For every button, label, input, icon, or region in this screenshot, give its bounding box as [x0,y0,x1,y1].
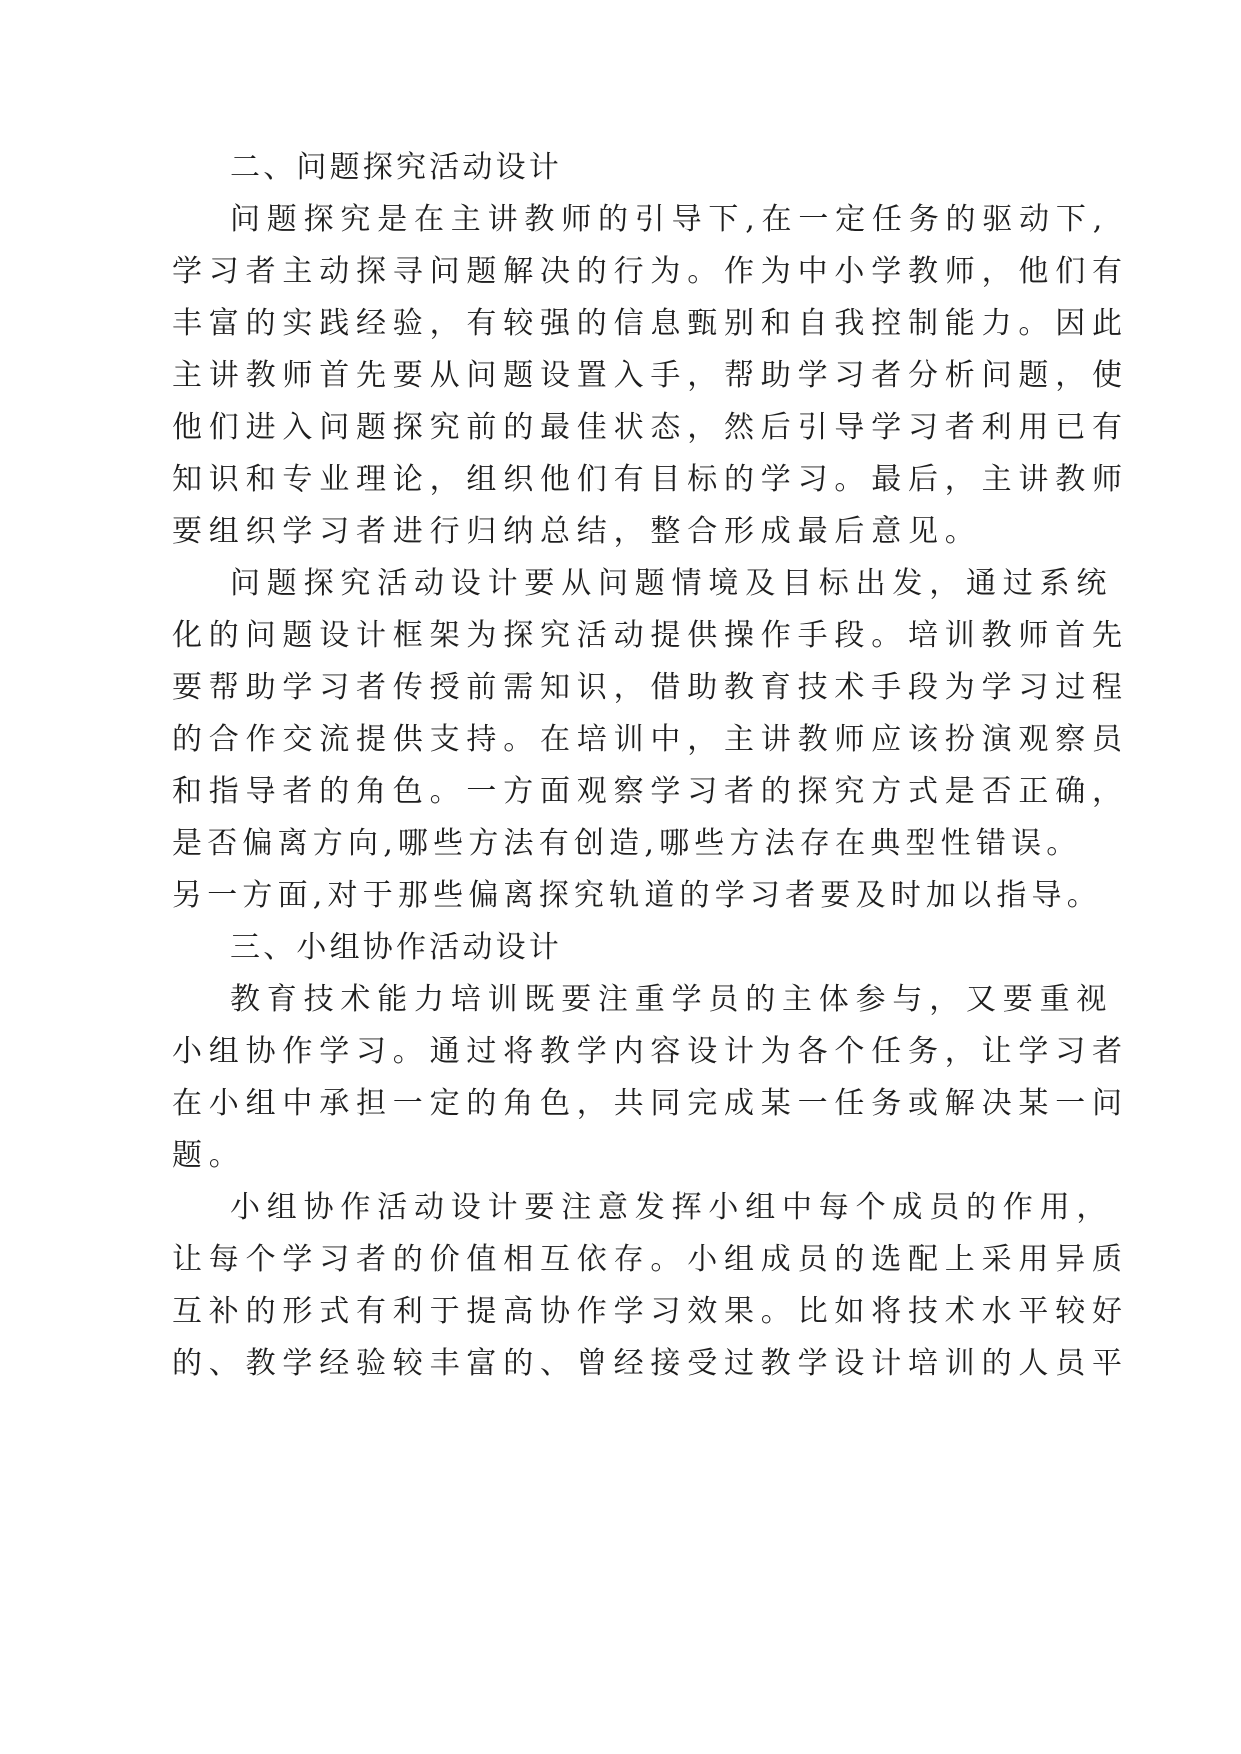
paragraph-line: 要组织学习者进行归纳总结，整合形成最后意见。 [172,514,982,549]
paragraph-line: 的、教学经验较丰富的、曾经接受过教学设计培训的人员平 [172,1346,1129,1381]
paragraph-line: 让每个学习者的价值相互依存。小组成员的选配上采用异质 [172,1242,1129,1277]
section-heading: 二、问题探究活动设计 [230,150,562,185]
paragraph-line: 题。 [172,1138,246,1173]
paragraph-line: 主讲教师首先要从问题设置入手，帮助学习者分析问题，使 [172,358,1129,393]
paragraph-line: 另一方面,对于那些偏离探究轨道的学习者要及时加以指导。 [172,878,1102,913]
paragraph-line: 和指导者的角色。一方面观察学习者的探究方式是否正确， [172,774,1129,809]
paragraph-line: 互补的形式有利于提高协作学习效果。比如将技术水平较好 [172,1294,1129,1329]
paragraph-line: 在小组中承担一定的角色，共同完成某一任务或解决某一问 [172,1086,1129,1121]
paragraph-line: 他们进入问题探究前的最佳状态，然后引导学习者利用已有 [172,410,1129,445]
paragraph-line: 小组协作学习。通过将教学内容设计为各个任务，让学习者 [172,1034,1129,1069]
paragraph-line: 知识和专业理论，组织他们有目标的学习。最后，主讲教师 [172,462,1129,497]
paragraph-line: 的合作交流提供支持。在培训中，主讲教师应该扮演观察员 [172,722,1129,757]
paragraph-line: 问题探究活动设计要从问题情境及目标出发，通过系统 [230,566,1114,601]
paragraph-line: 要帮助学习者传授前需知识，借助教育技术手段为学习过程 [172,670,1129,705]
paragraph-line: 学习者主动探寻问题解决的行为。作为中小学教师，他们有 [172,254,1129,289]
paragraph-line: 问题探究是在主讲教师的引导下,在一定任务的驱动下, [230,202,1110,237]
paragraph-line: 化的问题设计框架为探究活动提供操作手段。培训教师首先 [172,618,1129,653]
paragraph-line: 小组协作活动设计要注意发挥小组中每个成员的作用， [230,1190,1114,1225]
paragraph-line: 是否偏离方向,哪些方法有创造,哪些方法存在典型性错误。 [172,826,1082,861]
section-heading: 三、小组协作活动设计 [230,930,562,965]
paragraph-line: 丰富的实践经验，有较强的信息甄别和自我控制能力。因此 [172,306,1129,341]
paragraph-line: 教育技术能力培训既要注重学员的主体参与，又要重视 [230,982,1114,1017]
